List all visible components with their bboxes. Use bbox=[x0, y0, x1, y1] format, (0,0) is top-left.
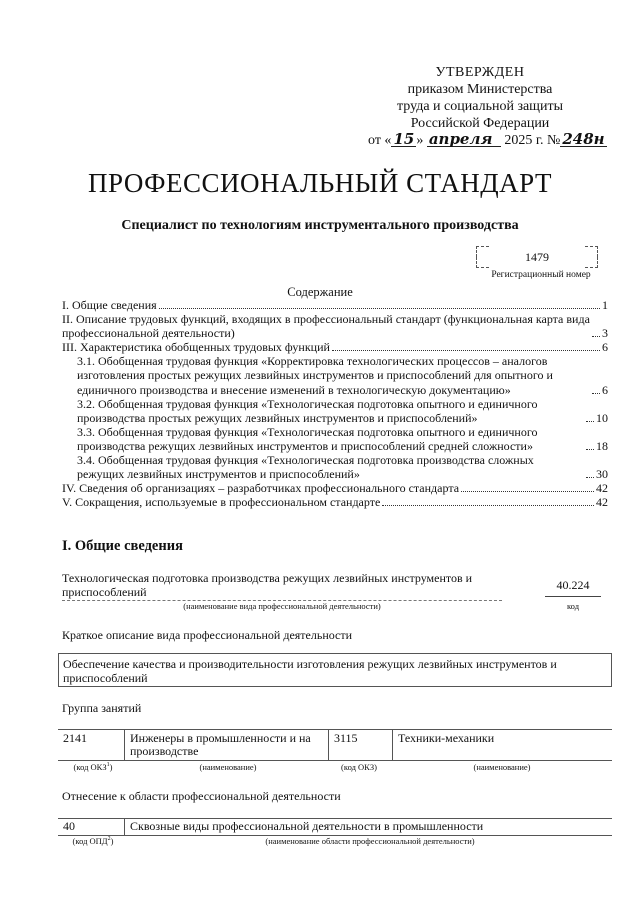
toc-entry[interactable] bbox=[62, 340, 608, 354]
toc-entry-text: IV. Сведения об организациях – разработчиках профессионального стандарта bbox=[62, 481, 460, 496]
approval-date bbox=[360, 130, 605, 149]
date-mid: » bbox=[416, 133, 424, 148]
group-name-1: Инженеры в промышленности и на производстве bbox=[130, 731, 311, 758]
code-caption: код bbox=[566, 601, 580, 611]
toc-entry[interactable] bbox=[62, 453, 608, 481]
registration-number: 1479 bbox=[525, 250, 549, 264]
brief-heading: Краткое описание вида профессиональной деятельности bbox=[62, 628, 353, 642]
toc-entry[interactable] bbox=[62, 481, 608, 495]
toc-entry-page: 3 bbox=[602, 326, 608, 341]
toc-entry-text: 3.3. Обобщенная трудовая функция «Технологическая подготовка опытного и единичного производства режущих лезвийных инструментов и приспособлений средней сложности» bbox=[77, 424, 538, 453]
handwritten-day: 15 bbox=[393, 130, 415, 148]
date-prefix: от « bbox=[368, 133, 392, 148]
toc-entry-page: 1 bbox=[602, 298, 608, 312]
toc-heading: Содержание bbox=[287, 285, 353, 299]
group-name-2: Техники-механики bbox=[398, 731, 495, 745]
code-underline bbox=[545, 596, 601, 597]
table-of-contents bbox=[62, 298, 608, 509]
toc-entry[interactable] bbox=[62, 312, 608, 340]
relation-name: Сквозные виды профессиональной деятельности в промышленности bbox=[130, 819, 484, 833]
toc-entry[interactable] bbox=[62, 298, 608, 312]
date-year: 2025 г. № bbox=[504, 133, 561, 148]
relation-name-caption: (наименование области профессиональной деятельности) bbox=[265, 836, 475, 846]
toc-entry-text: 3.4. Обобщенная трудовая функция «Технологическая подготовка производства сложных режущих лезвийных инструментов и приспособлений» bbox=[77, 453, 534, 482]
approval-line-3: труда и социальной защиты bbox=[397, 99, 563, 114]
handwritten-number: 248н bbox=[562, 130, 605, 148]
document-subtitle: Специалист по технологиям инструментального производства bbox=[121, 218, 519, 233]
toc-entry[interactable] bbox=[62, 425, 608, 453]
toc-entry-page: 42 bbox=[596, 495, 608, 510]
toc-entry-text: 3.2. Обобщенная трудовая функция «Технологическая подготовка опытного и единичного производства простых режущих лезвийных инструментов и приспособлений» bbox=[77, 396, 538, 425]
relation-code-caption: (код ОПД$^2$) bbox=[72, 836, 114, 846]
toc-entry-page: 18 bbox=[596, 438, 608, 453]
toc-entry-page: 10 bbox=[596, 410, 608, 425]
toc-entry-text: I. Общие сведения bbox=[62, 298, 157, 312]
activity-name: Технологическая подготовка производства режущих лезвийных инструментов и приспособлений bbox=[62, 571, 473, 599]
toc-entry-text: III. Характеристика обобщенных трудовых функций bbox=[62, 340, 330, 355]
registration-box bbox=[476, 246, 598, 268]
toc-entry-text: II. Описание трудовых функций, входящих в профессиональный стандарт (функциональная карта вида профессиональной деятельности) bbox=[62, 312, 590, 341]
relation-code: 40 bbox=[63, 819, 75, 833]
group-code-1: 2141 bbox=[63, 731, 87, 745]
section-heading: I. Общие сведения bbox=[62, 538, 183, 554]
toc-entry-page: 42 bbox=[596, 481, 608, 496]
toc-entry[interactable] bbox=[62, 397, 608, 425]
group-heading: Группа занятий bbox=[62, 701, 142, 715]
group-name-caption-2: (наименование) bbox=[473, 762, 531, 772]
toc-entry[interactable] bbox=[62, 495, 608, 509]
toc-entry[interactable] bbox=[62, 354, 608, 396]
document-title: ПРОФЕССИОНАЛЬНЫЙ СТАНДАРТ bbox=[87, 168, 553, 198]
relation-heading: Отнесение к области профессиональной деятельности bbox=[62, 789, 341, 803]
toc-entry-page: 30 bbox=[596, 467, 608, 482]
toc-entry-page: 6 bbox=[602, 340, 608, 355]
activity-code: 40.224 bbox=[556, 578, 590, 592]
brief-description: Обеспечение качества и производительности изготовления режущих лезвийных инструментов и приспособлений bbox=[58, 653, 612, 687]
group-code-caption-1: (код ОКЗ$^1$) bbox=[73, 762, 113, 772]
handwritten-month: апреля bbox=[427, 132, 501, 147]
toc-entry-text: 3.1. Обобщенная трудовая функция «Корректировка технологических процессов – аналогов изготовления простых режущих лезвийных инструментов и приспособлений для опытного и единичного производства и внесение изменений в технологическую документацию» bbox=[77, 354, 553, 397]
group-name-caption-1: (наименование) bbox=[199, 762, 257, 772]
toc-entry-page: 6 bbox=[602, 382, 608, 397]
activity-caption: (наименование вида профессиональной деятельности) bbox=[183, 601, 381, 611]
toc-entry-text: V. Сокращения, используемые в профессиональном стандарте bbox=[62, 495, 381, 510]
occupation-group-table bbox=[58, 729, 612, 761]
registration-caption: Регистрационный номер bbox=[491, 270, 591, 280]
approval-line-4: Российской Федерации bbox=[410, 116, 550, 131]
relation-table bbox=[58, 818, 612, 836]
approval-line-2: приказом Министерства bbox=[407, 82, 553, 97]
group-code-2: 3115 bbox=[334, 731, 358, 745]
approval-block bbox=[360, 64, 605, 149]
approval-heading: УТВЕРЖДЕН bbox=[435, 65, 525, 80]
group-code-caption-2: (код ОКЗ) bbox=[341, 762, 377, 772]
